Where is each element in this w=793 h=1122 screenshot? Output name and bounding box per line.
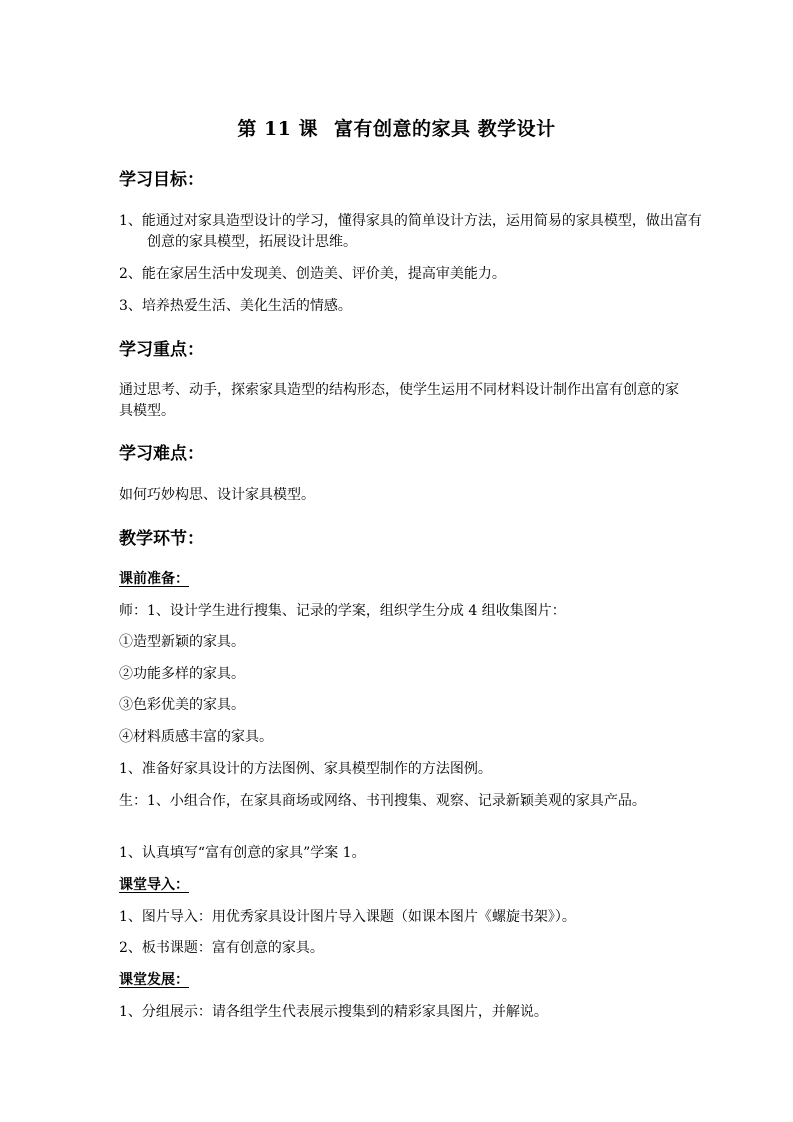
objective-item-1: 1、能通过对家具造型设计的学习，懂得家具的简单设计方法，运用简易的家具模型，做出富有创意的家具模型，拓展设计思维。 xyxy=(119,213,702,250)
preparation-line-8: 1、认真填写“富有创意的家具”学案 1。 xyxy=(119,845,366,861)
key-points-heading: 学习重点： xyxy=(119,340,204,360)
intro-line-1: 1、图片导入：用优秀家具设计图片导入课题（如课本图片《螺旋书架》）。 xyxy=(119,909,576,925)
development-line-1: 1、分组展示：请各组学生代表展示搜集到的精彩家具图片，并解说。 xyxy=(119,1004,548,1020)
preparation-line-3: ②功能多样的家具。 xyxy=(119,666,245,682)
intro-line-2: 2、板书课题：富有创意的家具。 xyxy=(119,940,324,956)
procedure-heading: 教学环节： xyxy=(119,529,204,549)
difficulties-text: 如何巧妙构思、设计家具模型。 xyxy=(119,487,315,503)
preparation-line-7: 生：1、小组合作，在家具商场或网络、书刊搜集、观察、记录新颖美观的家具产品。 xyxy=(119,793,646,809)
document-title xyxy=(0,116,793,142)
preparation-heading: 课前准备： xyxy=(119,571,189,587)
objective-item-2: 2、能在家居生活中发现美、创造美、评价美，提高审美能力。 xyxy=(119,266,506,282)
preparation-line-2: ①造型新颖的家具。 xyxy=(119,634,245,650)
preparation-line-1: 师：1、设计学生进行搜集、记录的学案，组织学生分成 4 组收集图片： xyxy=(119,603,566,619)
objective-item-3: 3、培养热爱生活、美化生活的情感。 xyxy=(119,298,352,314)
preparation-line-5: ④材料质感丰富的家具。 xyxy=(119,729,273,745)
title-lesson-number: 第 11 课 xyxy=(237,118,319,140)
preparation-line-4: ③色彩优美的家具。 xyxy=(119,697,245,713)
difficulties-heading: 学习难点： xyxy=(119,444,204,464)
key-points-text: 通过思考、动手，探索家具造型的结构形态，使学生运用不同材料设计制作出富有创意的家具模型。 xyxy=(119,382,679,419)
intro-heading: 课堂导入： xyxy=(119,877,189,893)
preparation-line-6: 1、准备好家具设计的方法图例、家具模型制作的方法图例。 xyxy=(119,761,492,777)
development-heading: 课堂发展： xyxy=(119,972,189,988)
objectives-heading: 学习目标： xyxy=(119,170,204,190)
title-lesson-name: 富有创意的家具 教学设计 xyxy=(334,118,556,140)
